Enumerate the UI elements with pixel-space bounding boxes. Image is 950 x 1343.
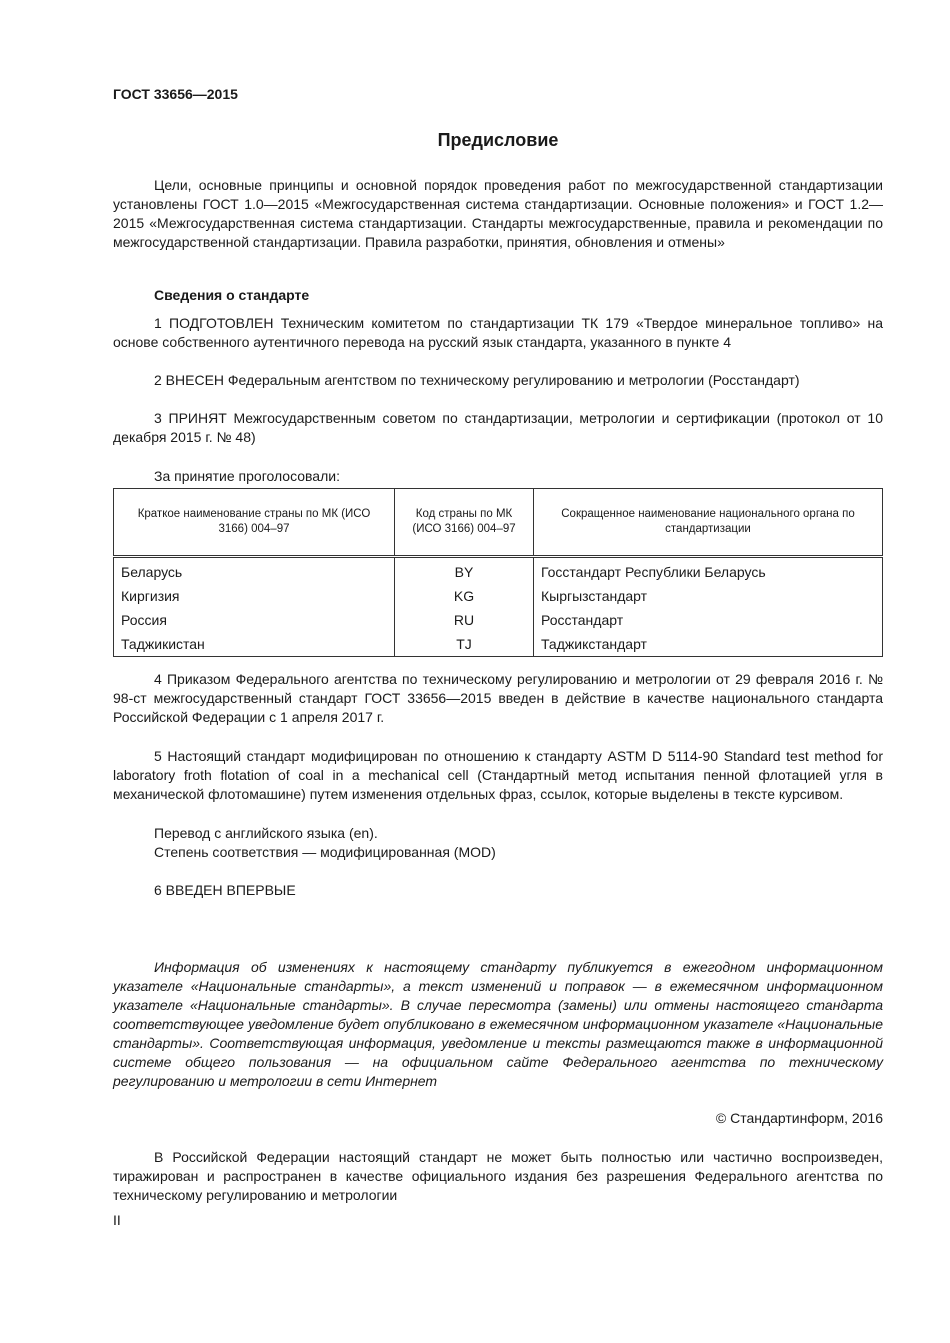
table-cell-country: Россия bbox=[114, 608, 395, 632]
table-cell-country: Киргизия bbox=[114, 584, 395, 608]
table-row bbox=[114, 608, 883, 632]
item-5-translation: Перевод с английского языка (en). bbox=[154, 825, 378, 841]
table-row bbox=[114, 632, 883, 657]
votes-table bbox=[113, 488, 883, 657]
table-cell-body: Таджикстандарт bbox=[534, 632, 883, 657]
page-number: II bbox=[113, 1212, 121, 1228]
page-title: Предисловие bbox=[437, 130, 559, 150]
table-cell-code: RU bbox=[395, 608, 534, 632]
item-1: 1 ПОДГОТОВЛЕН Техническим комитетом по стандартизации ТК 179 «Твердое минеральное топливо» на основе собственного аутентичного перевода на русский язык стандарта, указанного в пункте 4 bbox=[113, 315, 883, 350]
table-cell-country: Таджикистан bbox=[114, 632, 395, 657]
table-cell-body: Госстандарт Республики Беларусь bbox=[534, 557, 883, 585]
table-cell-code: TJ bbox=[395, 632, 534, 657]
item-3: 3 ПРИНЯТ Межгосударственным советом по стандартизации, метрологии и сертификации (протокол от 10 декабря 2015 г. № 48) bbox=[113, 410, 883, 445]
table-header-code: Код страны по МК (ИСО 3166) 004–97 bbox=[395, 489, 534, 557]
table-cell-code: KG bbox=[395, 584, 534, 608]
table-cell-body: Кыргызстандарт bbox=[534, 584, 883, 608]
vote-label: За принятие проголосовали: bbox=[154, 468, 340, 484]
table-cell-country: Беларусь bbox=[114, 557, 395, 585]
table-header-row bbox=[114, 489, 883, 557]
info-heading: Сведения о стандарте bbox=[154, 287, 310, 303]
reproduction-notice: В Российской Федерации настоящий стандарт не может быть полностью или частично воспроизведен, тиражирован и распространен в качестве официального издания без разрешения Федерального агентства по техническому регулированию и метрологии bbox=[113, 1149, 883, 1203]
item-5: 5 Настоящий стандарт модифицирован по отношению к стандарту ASTM D 5114-90 Standard test method for laboratory froth flotation of coal in a mechanical cell (Стандартный метод испытания пенной флотацией угля в механической флотомашине) путем изменения отдельных фраз, ссылок, которые выделены в тексте курсивом. bbox=[113, 748, 883, 802]
table-cell-code: BY bbox=[395, 557, 534, 585]
copyright: © Стандартинформ, 2016 bbox=[715, 1110, 883, 1126]
table-row bbox=[114, 584, 883, 608]
item-6: 6 ВВЕДЕН ВПЕРВЫЕ bbox=[154, 882, 296, 898]
table-header-body: Сокращенное наименование национального органа по стандартизации bbox=[534, 489, 883, 557]
item-5-degree: Степень соответствия — модифицированная (MOD) bbox=[154, 844, 496, 860]
table-row bbox=[114, 557, 883, 585]
item-2: 2 ВНЕСЕН Федеральным агентством по техническому регулированию и метрологии (Росстандарт) bbox=[154, 372, 800, 388]
intro-paragraph: Цели, основные принципы и основной порядок проведения работ по межгосударственной стандартизации установлены ГОСТ 1.0—2015 «Межгосударственная система стандартизации. Основные положения» и ГОСТ 1.2—2015 «Межгосударственная система стандартизации. Стандарты межгосударственные, правила и рекомендации по межгосударственной стандартизации. Правила разработки, принятия, обновления и отмены» bbox=[113, 177, 883, 250]
table-cell-body: Росстандарт bbox=[534, 608, 883, 632]
item-4: 4 Приказом Федерального агентства по техническому регулированию и метрологии от 29 февраля 2016 г. № 98-ст межгосударственный стандарт ГОСТ 33656—2015 введен в действие в качестве национального стандарта Российской Федерации с 1 апреля 2017 г. bbox=[113, 671, 883, 725]
change-notice: Информация об изменениях к настоящему стандарту публикуется в ежегодном информационном указателе «Национальные стандарты», а текст изменений и поправок — в ежемесячном информационном указателе «Национальные стандарты». В случае пересмотра (замены) или отмены настоящего стандарта соответствующее уведомление будет опубликовано в ежемесячном информационном указателе «Национальные стандарты». Соответствующая информация, уведомление и тексты размещаются также в информационной системе общего пользования — на официальном сайте Федерального агентства по техническому регулированию и метрологии в сети Интернет bbox=[113, 959, 883, 1089]
document-header: ГОСТ 33656—2015 bbox=[113, 86, 238, 102]
table-header-country: Краткое наименование страны по МК (ИСО 3166) 004–97 bbox=[114, 489, 395, 557]
